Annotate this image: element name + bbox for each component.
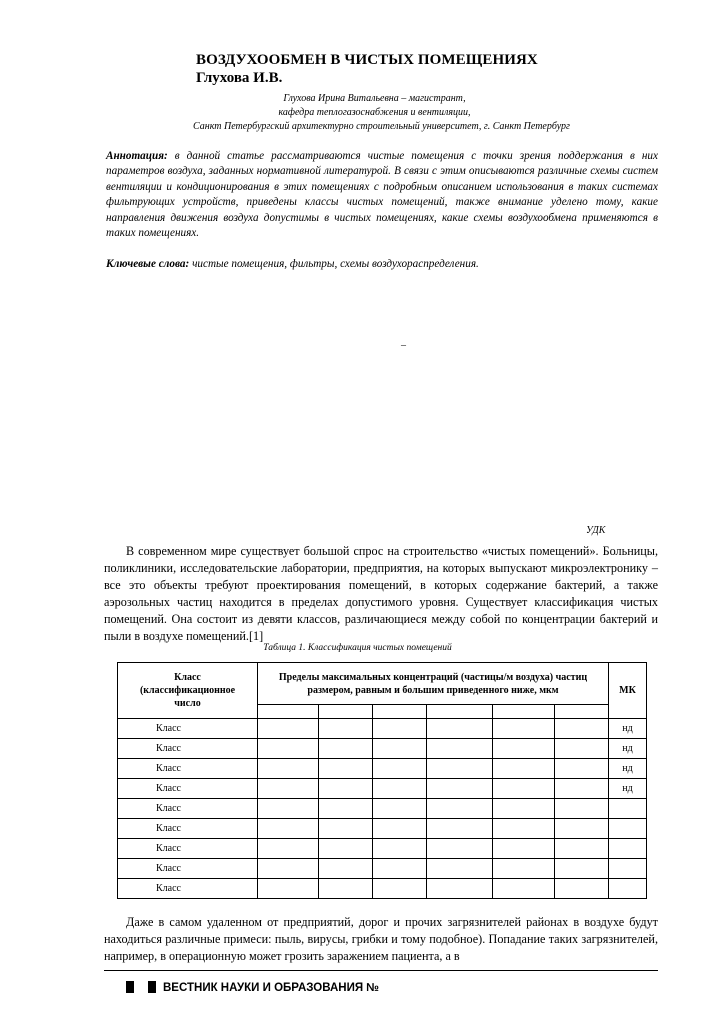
udk-label: УДК (586, 525, 606, 536)
subheader-cell (258, 705, 319, 719)
subheader-cell (373, 705, 427, 719)
article-author: Глухова И.В. (196, 70, 283, 86)
footer-block-icon (126, 981, 134, 993)
row-label: Класс (118, 759, 258, 779)
row-label: Класс (118, 799, 258, 819)
affiliation-line-2: кафедра теплогазоснабжения и вентиляции, (278, 107, 471, 118)
table-row (118, 859, 647, 879)
affiliation-line-3: Санкт Петербургский архитектурно строительный университет, г. Санкт Петербург (193, 121, 570, 132)
subheader-cell (555, 705, 609, 719)
row-label: Класс (118, 719, 258, 739)
row-mk (609, 799, 647, 819)
row-mk: нд (609, 779, 647, 799)
subheader-cell (427, 705, 493, 719)
row-mk (609, 879, 647, 899)
header-limits: Пределы максимальных концентраций (частицы/м воздуха) частиц размером, равным и большим приведенного ниже, мкм (258, 663, 609, 705)
row-label: Класс (118, 779, 258, 799)
row-mk (609, 819, 647, 839)
abstract-label: Аннотация: (106, 150, 168, 162)
keywords-label: Ключевые слова: (106, 258, 190, 270)
table-row (118, 739, 647, 759)
row-label: Класс (118, 819, 258, 839)
journal-footer (126, 981, 379, 994)
affiliation-line-1: Глухова Ирина Витальевна – магистрант, (283, 93, 466, 104)
subheader-cell (493, 705, 555, 719)
table-row (118, 779, 647, 799)
row-mk: нд (609, 739, 647, 759)
row-label: Класс (118, 839, 258, 859)
footer-block-icon (148, 981, 156, 993)
table-row (118, 799, 647, 819)
body-paragraph-1: В современном мире существует большой спрос на строительство «чистых помещений». Больницы, поликлиники, исследовательские лаборатории, предприятия, на которых выпускают микроэлектронику – все это объекты требуют проектирования помещений, в которых содержание бактерий, а также аэрозольных частиц находится в пределах допустимого уровня. Существует классификация чистых помещений. Она состоит из девяти классов, различающиеся между собой по концентрации бактерий и пыли в воздухе помещений.[1] (104, 544, 658, 643)
table-row (118, 819, 647, 839)
footer-rule (104, 970, 658, 971)
row-label: Класс (118, 859, 258, 879)
table-row (118, 719, 647, 739)
table-row (118, 839, 647, 859)
abstract-text: в данной статье рассматриваются чистые помещения с точки зрения поддержания в них параметров воздуха, заданных нормативной литературой. В связи с этим описываются различные схемы систем вентиляции и кондиционирования в этих помещениях с подробным описанием использования в таких системах фильтрующих устройств, приведены классы чистых помещений, также внимание уделено тому, какие направления движения воздуха допустимы в чистых помещениях, какие схемы воздухообмена применяются в таких помещениях. (106, 150, 658, 240)
abstract (106, 149, 658, 241)
row-mk (609, 839, 647, 859)
row-mk: нд (609, 719, 647, 739)
keywords-text: чистые помещения, фильтры, схемы воздухораспределения. (189, 258, 479, 270)
header-class: Класс (классификационное число (118, 663, 258, 719)
keywords (106, 258, 479, 270)
subheader-cell (319, 705, 373, 719)
dash-mark: – (401, 340, 406, 351)
header-mk: МК (609, 663, 647, 719)
table-caption: Таблица 1. Классификация чистых помещений (263, 643, 452, 653)
body-paragraph-2: Даже в самом удаленном от предприятий, дорог и прочих загрязнителей районах в воздухе будут находиться различные примеси: пыль, вирусы, грибки и тому подобное). Попадание таких загрязнителей, например, в операционную может грозить заражением пациента, а в (104, 915, 658, 963)
row-mk (609, 859, 647, 879)
row-label: Класс (118, 879, 258, 899)
table-row (118, 879, 647, 899)
article-title: ВОЗДУХООБМЕН В ЧИСТЫХ ПОМЕЩЕНИЯХ (196, 52, 538, 68)
table-row (118, 759, 647, 779)
row-mk: нд (609, 759, 647, 779)
classification-table (117, 662, 647, 899)
row-label: Класс (118, 739, 258, 759)
journal-name: ВЕСТНИК НАУКИ И ОБРАЗОВАНИЯ № (163, 982, 380, 994)
